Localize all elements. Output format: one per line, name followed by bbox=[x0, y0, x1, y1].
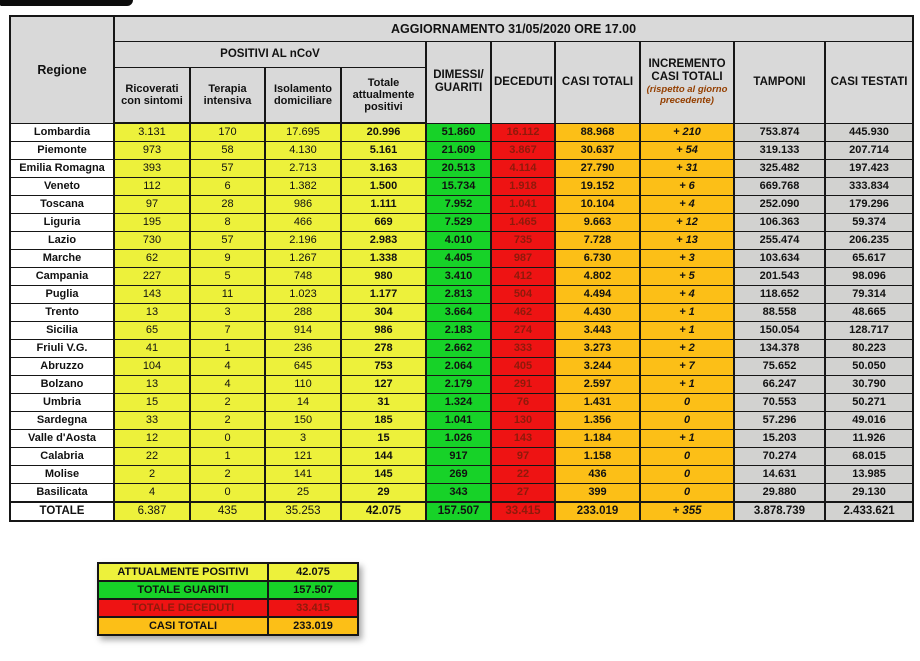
table-row bbox=[10, 123, 913, 142]
cell-casi-totali: 6.730 bbox=[555, 250, 640, 268]
cell-ricoverati: 3.131 bbox=[114, 123, 190, 142]
redaction-bar bbox=[0, 0, 133, 6]
cell-dimessi-guariti: 3.410 bbox=[426, 268, 491, 286]
cell-casi-testati: 50.050 bbox=[825, 358, 913, 376]
cell-dimessi-guariti: 15.734 bbox=[426, 178, 491, 196]
cell-deceduti: 504 bbox=[491, 286, 555, 304]
cell-casi-testati: 13.985 bbox=[825, 466, 913, 484]
cell-tamponi: 88.558 bbox=[734, 304, 825, 322]
cell-dimessi-guariti: 51.860 bbox=[426, 123, 491, 142]
cell-regione: Puglia bbox=[10, 286, 114, 304]
table-row bbox=[10, 412, 913, 430]
update-title: AGGIORNAMENTO 31/05/2020 ORE 17.00 bbox=[114, 16, 913, 42]
cell-terapia: 7 bbox=[190, 322, 265, 340]
table-row bbox=[10, 160, 913, 178]
cell-tamponi: 150.054 bbox=[734, 322, 825, 340]
column-header-ricoverati: Ricoverati con sintomi bbox=[114, 68, 190, 124]
table-row bbox=[10, 358, 913, 376]
cell-deceduti: 76 bbox=[491, 394, 555, 412]
cell-ricoverati: 13 bbox=[114, 304, 190, 322]
cell-isolamento: 150 bbox=[265, 412, 341, 430]
legend-value: 42.075 bbox=[268, 563, 358, 581]
cell-regione: Abruzzo bbox=[10, 358, 114, 376]
title-row bbox=[10, 16, 913, 42]
cell-deceduti: 97 bbox=[491, 448, 555, 466]
column-header-totale-positivi: Totale attualmente positivi bbox=[341, 68, 426, 124]
table-row bbox=[10, 214, 913, 232]
cell-totale-positivi: 145 bbox=[341, 466, 426, 484]
cell-terapia: 2 bbox=[190, 412, 265, 430]
cell-casi-testati: 29.130 bbox=[825, 484, 913, 503]
cell-casi-testati: 98.096 bbox=[825, 268, 913, 286]
cell-deceduti: 1.918 bbox=[491, 178, 555, 196]
cell-casi-totali: 1.158 bbox=[555, 448, 640, 466]
cell-terapia: 4 bbox=[190, 376, 265, 394]
cell-casi-testati: 197.423 bbox=[825, 160, 913, 178]
cell-tamponi: 255.474 bbox=[734, 232, 825, 250]
cell-casi-testati: 49.016 bbox=[825, 412, 913, 430]
cell-terapia: 58 bbox=[190, 142, 265, 160]
cell-ricoverati: 2 bbox=[114, 466, 190, 484]
cell-regione: Bolzano bbox=[10, 376, 114, 394]
cell-tamponi: 14.631 bbox=[734, 466, 825, 484]
cell-incremento: + 210 bbox=[640, 123, 734, 142]
cell-totale-positivi: 753 bbox=[341, 358, 426, 376]
cell-ricoverati: 393 bbox=[114, 160, 190, 178]
cell-terapia: 28 bbox=[190, 196, 265, 214]
cell-dimessi-guariti: 2.662 bbox=[426, 340, 491, 358]
table-row bbox=[10, 286, 913, 304]
legend-label: ATTUALMENTE POSITIVI bbox=[98, 563, 268, 581]
legend-row bbox=[98, 599, 358, 617]
cell-ricoverati: 227 bbox=[114, 268, 190, 286]
cell-casi-totali: 2.597 bbox=[555, 376, 640, 394]
cell-terapia: 5 bbox=[190, 268, 265, 286]
cell-isolamento: 986 bbox=[265, 196, 341, 214]
cell-dimessi-guariti: 4.405 bbox=[426, 250, 491, 268]
cell-terapia: 0 bbox=[190, 484, 265, 503]
cell-casi-testati: 179.296 bbox=[825, 196, 913, 214]
cell-regione: Molise bbox=[10, 466, 114, 484]
cell-tamponi: 252.090 bbox=[734, 196, 825, 214]
cell-terapia: 1 bbox=[190, 448, 265, 466]
cell-casi-totali: 19.152 bbox=[555, 178, 640, 196]
cell-casi-testati: 80.223 bbox=[825, 340, 913, 358]
cell-terapia: 3 bbox=[190, 304, 265, 322]
cell-tamponi: 325.482 bbox=[734, 160, 825, 178]
cell-isolamento: 288 bbox=[265, 304, 341, 322]
cell-isolamento: 2.196 bbox=[265, 232, 341, 250]
cell-casi-testati: 48.665 bbox=[825, 304, 913, 322]
cell-ricoverati: 104 bbox=[114, 358, 190, 376]
cell-incremento: + 1 bbox=[640, 376, 734, 394]
cell-casi-testati: 206.235 bbox=[825, 232, 913, 250]
covid-regions-table bbox=[9, 15, 914, 522]
cell-regione: Calabria bbox=[10, 448, 114, 466]
cell-casi-testati: 50.271 bbox=[825, 394, 913, 412]
summary-legend bbox=[97, 562, 359, 636]
cell-incremento: + 1 bbox=[640, 430, 734, 448]
legend-value: 233.019 bbox=[268, 617, 358, 635]
cell-casi-totali: 10.104 bbox=[555, 196, 640, 214]
group-header-row bbox=[10, 42, 913, 68]
table-row bbox=[10, 232, 913, 250]
cell-deceduti: 3.867 bbox=[491, 142, 555, 160]
cell-ricoverati: 13 bbox=[114, 376, 190, 394]
table-row bbox=[10, 196, 913, 214]
cell-isolamento: 1.267 bbox=[265, 250, 341, 268]
cell-tamponi: 669.768 bbox=[734, 178, 825, 196]
cell-casi-totali: 30.637 bbox=[555, 142, 640, 160]
cell-regione: Umbria bbox=[10, 394, 114, 412]
cell-tamponi: 29.880 bbox=[734, 484, 825, 503]
cell-dimessi-guariti: 1.041 bbox=[426, 412, 491, 430]
cell-totale-positivi: 1.177 bbox=[341, 286, 426, 304]
cell-regione: Piemonte bbox=[10, 142, 114, 160]
cell-dimessi-guariti: 1.324 bbox=[426, 394, 491, 412]
table-row bbox=[10, 268, 913, 286]
cell-dimessi-guariti: 21.609 bbox=[426, 142, 491, 160]
cell-terapia: 435 bbox=[190, 502, 265, 521]
cell-incremento: + 12 bbox=[640, 214, 734, 232]
cell-dimessi-guariti: 157.507 bbox=[426, 502, 491, 521]
cell-tamponi: 753.874 bbox=[734, 123, 825, 142]
column-header-casi-totali: CASI TOTALI bbox=[555, 42, 640, 124]
cell-regione: Sicilia bbox=[10, 322, 114, 340]
cell-casi-testati: 445.930 bbox=[825, 123, 913, 142]
cell-regione: Friuli V.G. bbox=[10, 340, 114, 358]
cell-isolamento: 121 bbox=[265, 448, 341, 466]
cell-regione: Basilicata bbox=[10, 484, 114, 503]
cell-casi-totali: 1.184 bbox=[555, 430, 640, 448]
cell-tamponi: 103.634 bbox=[734, 250, 825, 268]
cell-casi-testati: 79.314 bbox=[825, 286, 913, 304]
cell-incremento: + 13 bbox=[640, 232, 734, 250]
cell-dimessi-guariti: 20.513 bbox=[426, 160, 491, 178]
legend-label: CASI TOTALI bbox=[98, 617, 268, 635]
cell-tamponi: 15.203 bbox=[734, 430, 825, 448]
incremento-label: INCREMENTO CASI TOTALI bbox=[648, 58, 726, 84]
cell-terapia: 4 bbox=[190, 358, 265, 376]
cell-incremento: 0 bbox=[640, 466, 734, 484]
cell-regione: Lazio bbox=[10, 232, 114, 250]
cell-deceduti: 412 bbox=[491, 268, 555, 286]
cell-dimessi-guariti: 343 bbox=[426, 484, 491, 503]
table-row bbox=[10, 340, 913, 358]
incremento-note: (rispetto al giorno precedente) bbox=[646, 84, 728, 106]
column-header-incremento bbox=[640, 42, 734, 124]
cell-dimessi-guariti: 7.529 bbox=[426, 214, 491, 232]
cell-totale-positivi: 2.983 bbox=[341, 232, 426, 250]
cell-incremento: 0 bbox=[640, 484, 734, 503]
cell-casi-totali: 9.663 bbox=[555, 214, 640, 232]
cell-casi-testati: 30.790 bbox=[825, 376, 913, 394]
cell-incremento: + 3 bbox=[640, 250, 734, 268]
cell-tamponi: 118.652 bbox=[734, 286, 825, 304]
column-header-regione: Regione bbox=[10, 16, 114, 123]
group-header-positivi: POSITIVI AL nCoV bbox=[114, 42, 426, 68]
cell-tamponi: 134.378 bbox=[734, 340, 825, 358]
cell-casi-totali: 27.790 bbox=[555, 160, 640, 178]
cell-ricoverati: 730 bbox=[114, 232, 190, 250]
cell-isolamento: 4.130 bbox=[265, 142, 341, 160]
cell-casi-testati: 65.617 bbox=[825, 250, 913, 268]
cell-incremento: + 1 bbox=[640, 304, 734, 322]
cell-deceduti: 462 bbox=[491, 304, 555, 322]
cell-tamponi: 70.553 bbox=[734, 394, 825, 412]
cell-casi-totali: 3.273 bbox=[555, 340, 640, 358]
cell-terapia: 2 bbox=[190, 394, 265, 412]
cell-totale-positivi: 1.500 bbox=[341, 178, 426, 196]
cell-casi-totali: 399 bbox=[555, 484, 640, 503]
cell-terapia: 2 bbox=[190, 466, 265, 484]
cell-isolamento: 3 bbox=[265, 430, 341, 448]
cell-totale-positivi: 278 bbox=[341, 340, 426, 358]
cell-tamponi: 57.296 bbox=[734, 412, 825, 430]
table-row bbox=[10, 466, 913, 484]
cell-ricoverati: 15 bbox=[114, 394, 190, 412]
cell-casi-testati: 68.015 bbox=[825, 448, 913, 466]
cell-casi-totali: 436 bbox=[555, 466, 640, 484]
cell-terapia: 9 bbox=[190, 250, 265, 268]
legend-row bbox=[98, 563, 358, 581]
cell-tamponi: 66.247 bbox=[734, 376, 825, 394]
cell-casi-totali: 4.494 bbox=[555, 286, 640, 304]
cell-ricoverati: 41 bbox=[114, 340, 190, 358]
cell-incremento: + 4 bbox=[640, 286, 734, 304]
cell-ricoverati: 65 bbox=[114, 322, 190, 340]
table-row bbox=[10, 142, 913, 160]
cell-casi-totali: 3.443 bbox=[555, 322, 640, 340]
cell-isolamento: 914 bbox=[265, 322, 341, 340]
cell-dimessi-guariti: 2.064 bbox=[426, 358, 491, 376]
cell-ricoverati: 4 bbox=[114, 484, 190, 503]
cell-casi-testati: 2.433.621 bbox=[825, 502, 913, 521]
cell-totale-positivi: 5.161 bbox=[341, 142, 426, 160]
cell-totale-positivi: 15 bbox=[341, 430, 426, 448]
cell-tamponi: 70.274 bbox=[734, 448, 825, 466]
cell-totale-positivi: 29 bbox=[341, 484, 426, 503]
cell-ricoverati: 143 bbox=[114, 286, 190, 304]
legend-value: 157.507 bbox=[268, 581, 358, 599]
cell-casi-testati: 59.374 bbox=[825, 214, 913, 232]
cell-totale-positivi: 986 bbox=[341, 322, 426, 340]
table-row bbox=[10, 178, 913, 196]
cell-casi-totali: 233.019 bbox=[555, 502, 640, 521]
table-body bbox=[10, 123, 913, 521]
legend-body bbox=[98, 563, 358, 635]
column-header-dimessi-guariti: DIMESSI/ GUARITI bbox=[426, 42, 491, 124]
cell-regione: Liguria bbox=[10, 214, 114, 232]
total-row bbox=[10, 502, 913, 521]
cell-casi-totali: 4.430 bbox=[555, 304, 640, 322]
cell-totale-positivi: 304 bbox=[341, 304, 426, 322]
cell-regione: Toscana bbox=[10, 196, 114, 214]
cell-isolamento: 14 bbox=[265, 394, 341, 412]
cell-deceduti: 143 bbox=[491, 430, 555, 448]
cell-dimessi-guariti: 917 bbox=[426, 448, 491, 466]
column-header-casi-testati: CASI TESTATI bbox=[825, 42, 913, 124]
cell-regione: Veneto bbox=[10, 178, 114, 196]
cell-isolamento: 35.253 bbox=[265, 502, 341, 521]
cell-ricoverati: 97 bbox=[114, 196, 190, 214]
cell-totale-positivi: 1.111 bbox=[341, 196, 426, 214]
legend-row bbox=[98, 581, 358, 599]
cell-incremento: + 7 bbox=[640, 358, 734, 376]
legend-row bbox=[98, 617, 358, 635]
table-row bbox=[10, 250, 913, 268]
cell-dimessi-guariti: 3.664 bbox=[426, 304, 491, 322]
cell-totale-positivi: 185 bbox=[341, 412, 426, 430]
cell-terapia: 11 bbox=[190, 286, 265, 304]
table-row bbox=[10, 448, 913, 466]
cell-casi-testati: 207.714 bbox=[825, 142, 913, 160]
cell-dimessi-guariti: 269 bbox=[426, 466, 491, 484]
cell-incremento: 0 bbox=[640, 448, 734, 466]
cell-incremento: + 6 bbox=[640, 178, 734, 196]
cell-deceduti: 22 bbox=[491, 466, 555, 484]
column-header-tamponi: TAMPONI bbox=[734, 42, 825, 124]
cell-terapia: 170 bbox=[190, 123, 265, 142]
cell-ricoverati: 33 bbox=[114, 412, 190, 430]
cell-deceduti: 130 bbox=[491, 412, 555, 430]
cell-ricoverati: 973 bbox=[114, 142, 190, 160]
cell-deceduti: 987 bbox=[491, 250, 555, 268]
cell-totale-positivi: 669 bbox=[341, 214, 426, 232]
cell-totale-positivi: 980 bbox=[341, 268, 426, 286]
cell-deceduti: 16.112 bbox=[491, 123, 555, 142]
cell-isolamento: 466 bbox=[265, 214, 341, 232]
cell-incremento: 0 bbox=[640, 412, 734, 430]
cell-terapia: 6 bbox=[190, 178, 265, 196]
cell-regione: Lombardia bbox=[10, 123, 114, 142]
table-row bbox=[10, 394, 913, 412]
cell-casi-totali: 88.968 bbox=[555, 123, 640, 142]
cell-isolamento: 110 bbox=[265, 376, 341, 394]
cell-deceduti: 333 bbox=[491, 340, 555, 358]
cell-tamponi: 201.543 bbox=[734, 268, 825, 286]
legend-label: TOTALE DECEDUTI bbox=[98, 599, 268, 617]
cell-totale-positivi: 31 bbox=[341, 394, 426, 412]
cell-totale-positivi: 20.996 bbox=[341, 123, 426, 142]
table-row bbox=[10, 376, 913, 394]
cell-incremento: 0 bbox=[640, 394, 734, 412]
cell-dimessi-guariti: 7.952 bbox=[426, 196, 491, 214]
cell-tamponi: 3.878.739 bbox=[734, 502, 825, 521]
column-header-terapia-intensiva: Terapia intensiva bbox=[190, 68, 265, 124]
cell-dimessi-guariti: 2.183 bbox=[426, 322, 491, 340]
cell-isolamento: 25 bbox=[265, 484, 341, 503]
cell-casi-testati: 333.834 bbox=[825, 178, 913, 196]
cell-regione: Emilia Romagna bbox=[10, 160, 114, 178]
cell-isolamento: 1.023 bbox=[265, 286, 341, 304]
cell-regione: Trento bbox=[10, 304, 114, 322]
cell-regione: Marche bbox=[10, 250, 114, 268]
cell-casi-totali: 1.431 bbox=[555, 394, 640, 412]
cell-dimessi-guariti: 1.026 bbox=[426, 430, 491, 448]
cell-tamponi: 75.652 bbox=[734, 358, 825, 376]
cell-isolamento: 236 bbox=[265, 340, 341, 358]
cell-casi-totali: 3.244 bbox=[555, 358, 640, 376]
legend-label: TOTALE GUARITI bbox=[98, 581, 268, 599]
table-row bbox=[10, 304, 913, 322]
cell-isolamento: 1.382 bbox=[265, 178, 341, 196]
cell-incremento: + 2 bbox=[640, 340, 734, 358]
cell-ricoverati: 112 bbox=[114, 178, 190, 196]
table-row bbox=[10, 430, 913, 448]
cell-dimessi-guariti: 2.179 bbox=[426, 376, 491, 394]
cell-deceduti: 405 bbox=[491, 358, 555, 376]
table-row bbox=[10, 322, 913, 340]
cell-isolamento: 17.695 bbox=[265, 123, 341, 142]
cell-terapia: 0 bbox=[190, 430, 265, 448]
cell-casi-totali: 1.356 bbox=[555, 412, 640, 430]
cell-isolamento: 748 bbox=[265, 268, 341, 286]
cell-ricoverati: 195 bbox=[114, 214, 190, 232]
cell-terapia: 57 bbox=[190, 160, 265, 178]
cell-regione: Valle d'Aosta bbox=[10, 430, 114, 448]
cell-dimessi-guariti: 2.813 bbox=[426, 286, 491, 304]
cell-deceduti: 274 bbox=[491, 322, 555, 340]
legend-value: 33.415 bbox=[268, 599, 358, 617]
cell-tamponi: 319.133 bbox=[734, 142, 825, 160]
cell-totale-positivi: 127 bbox=[341, 376, 426, 394]
cell-ricoverati: 12 bbox=[114, 430, 190, 448]
cell-totale-positivi: 42.075 bbox=[341, 502, 426, 521]
cell-ricoverati: 22 bbox=[114, 448, 190, 466]
cell-deceduti: 735 bbox=[491, 232, 555, 250]
cell-tamponi: 106.363 bbox=[734, 214, 825, 232]
cell-deceduti: 4.114 bbox=[491, 160, 555, 178]
cell-totale-positivi: 1.338 bbox=[341, 250, 426, 268]
cell-incremento: + 54 bbox=[640, 142, 734, 160]
cell-totale-positivi: 144 bbox=[341, 448, 426, 466]
cell-terapia: 1 bbox=[190, 340, 265, 358]
cell-casi-totali: 7.728 bbox=[555, 232, 640, 250]
cell-deceduti: 1.041 bbox=[491, 196, 555, 214]
cell-incremento: + 4 bbox=[640, 196, 734, 214]
cell-ricoverati: 6.387 bbox=[114, 502, 190, 521]
cell-terapia: 8 bbox=[190, 214, 265, 232]
table-row bbox=[10, 484, 913, 503]
cell-deceduti: 27 bbox=[491, 484, 555, 503]
cell-regione: Sardegna bbox=[10, 412, 114, 430]
cell-incremento: + 31 bbox=[640, 160, 734, 178]
cell-regione: TOTALE bbox=[10, 502, 114, 521]
cell-dimessi-guariti: 4.010 bbox=[426, 232, 491, 250]
column-header-isolamento: Isolamento domiciliare bbox=[265, 68, 341, 124]
cell-incremento: + 1 bbox=[640, 322, 734, 340]
cell-isolamento: 2.713 bbox=[265, 160, 341, 178]
cell-casi-totali: 4.802 bbox=[555, 268, 640, 286]
cell-regione: Campania bbox=[10, 268, 114, 286]
cell-isolamento: 141 bbox=[265, 466, 341, 484]
cell-incremento: + 355 bbox=[640, 502, 734, 521]
column-header-deceduti: DECEDUTI bbox=[491, 42, 555, 124]
cell-terapia: 57 bbox=[190, 232, 265, 250]
cell-casi-testati: 128.717 bbox=[825, 322, 913, 340]
cell-incremento: + 5 bbox=[640, 268, 734, 286]
cell-totale-positivi: 3.163 bbox=[341, 160, 426, 178]
cell-ricoverati: 62 bbox=[114, 250, 190, 268]
cell-deceduti: 1.465 bbox=[491, 214, 555, 232]
cell-deceduti: 291 bbox=[491, 376, 555, 394]
cell-deceduti: 33.415 bbox=[491, 502, 555, 521]
cell-casi-testati: 11.926 bbox=[825, 430, 913, 448]
cell-isolamento: 645 bbox=[265, 358, 341, 376]
